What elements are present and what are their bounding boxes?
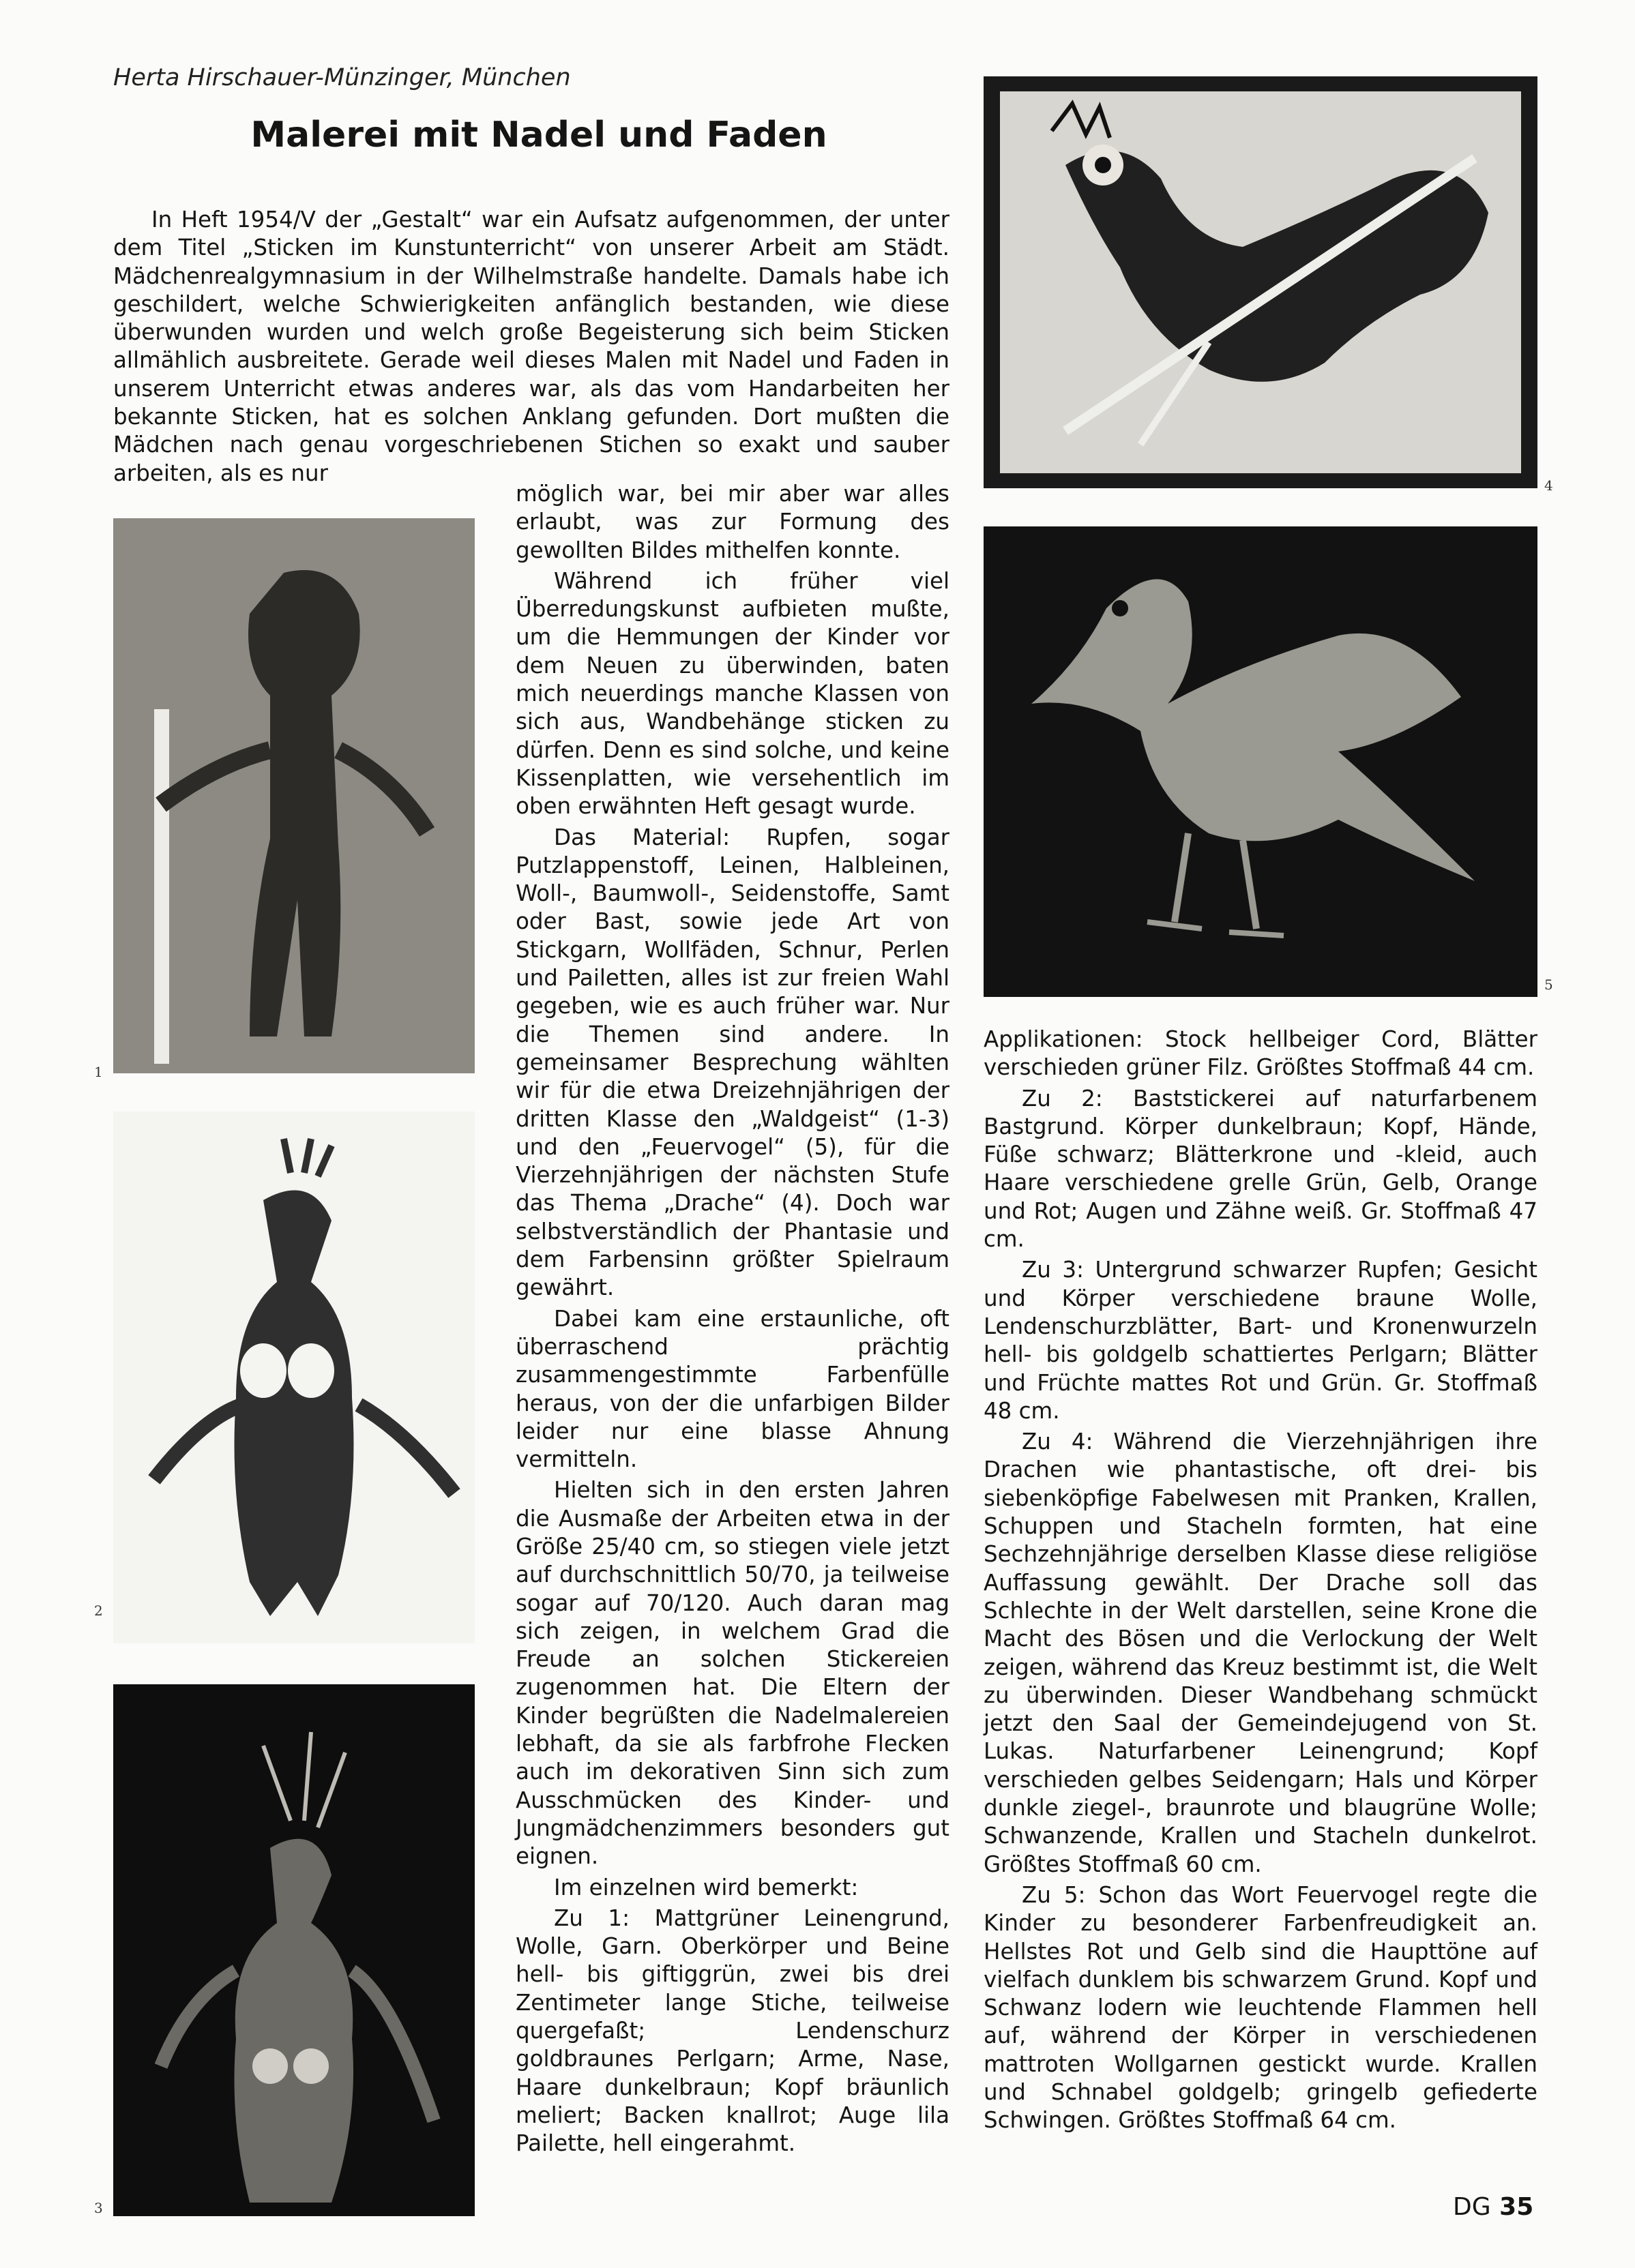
figure-1-number: 1 — [94, 1064, 103, 1080]
figure-5-firebird-image — [984, 526, 1537, 997]
paragraph: Während ich früher viel Überredungskunst aufbieten mußte, um die Hemmungen der Kinder vor dem Neuen zu überwinden, baten mich neuerdings manche Klassen von sich aus, Wandbehänge sticken zu dürfen. Denn es sind solche, und keine Kissenplatten, wie versehentlich im oben erwähnten Heft gesagt wurde. — [516, 567, 949, 820]
figure-2-number: 2 — [94, 1602, 103, 1619]
intro-text: In Heft 1954/V der „Gestalt“ war ein Aufsatz aufgenommen, der unter dem Titel „Sticken im Kunstunterricht“ von unserer Arbeit am Städt. Mädchenrealgymnasium in der Wilhelmstraße handelte. Damals habe ich geschildert, welche Schwierigkeiten anfänglich bestanden, wie diese überwunden wurden und welch große Begeisterung sich beim Sticken allmählich ausbreitete. Gerade weil dieses Malen mit Nadel und Faden in unserem Unterricht etwas anderes war, als das vom Handarbeiten her bekannte Sticken, hat es solchen Anklang gefunden. Dort mußten die Mädchen nach genau vorgeschriebenen Stichen so exakt und sauber arbeiten, als es nur — [113, 207, 949, 486]
paragraph: Zu 1: Mattgrüner Leinengrund, Wolle, Garn. Oberkörper und Beine hell- bis giftiggrün, zwei bis drei Zentimeter lange Stiche, teilweise quergefaßt; Lendenschurz goldbraunes Perlgarn; Arme, Nase, Haare dunkelbraun; Kopf bräunlich meliert; Backen knallrot; Auge lila Pailette, hell eingerahmt. — [516, 1905, 949, 2157]
page-number — [1453, 2193, 1533, 2221]
page-number-value: 35 — [1499, 2193, 1534, 2221]
article-title: Malerei mit Nadel und Faden — [250, 115, 827, 155]
figure-3-waldgeist-image — [113, 1684, 475, 2216]
paragraph: Zu 4: Während die Vierzehnjährigen ihre Drachen wie phantastische, oft drei- bis siebenköpfige Fabelwesen mit Pranken, Krallen, Schuppen und Stacheln formten, hat eine Sechzehnjährige derselben Klasse diese religiöse Auffassung gewählt. Der Drache soll das Schlechte in der Welt darstellen, seine Krone die Macht des Bösen und die Verlockung der Welt zeigen, während das Kreuz bestimmt ist, die Welt zu überwinden. Dieser Wandbehang schmückt jetzt den Saal der Gemeindejugend von St. Lukas. Naturfarbener Leinengrund; Kopf verschieden gelbes Seidengarn; Hals und Körper dunkle ziegel-, braunrote und blaugrüne Wolle; Schwanzende, Krallen und Stacheln dunkelrot. Größtes Stoffmaß 60 cm. — [984, 1429, 1537, 1877]
journal-abbrev: DG — [1453, 2193, 1491, 2221]
paragraph: Hielten sich in den ersten Jahren die Ausmaße der Arbeiten etwa in der Größe 25/40 cm, so stiegen viele jetzt auf durchschnittlich 50/70, ja teilweise sogar auf 70/120. Auch daran mag sich zeigen, in welchem Grad die Freude an solchen Stickereien zugenommen hat. Die Eltern der Kinder begrüßten die Nadelmalereien lebhaft, da sie als farbfrohe Flecken auch im dekorativen Sinn sich zum Ausschmücken des Kinder- und Jungmädchenzimmers besonders gut eignen. — [516, 1477, 949, 1870]
column-middle — [516, 480, 949, 2158]
figure-5-number: 5 — [1544, 976, 1553, 993]
figure-4-number: 4 — [1544, 477, 1553, 494]
figure-3-number: 3 — [94, 2200, 103, 2216]
figure-1-waldgeist-image — [113, 518, 475, 1073]
paragraph: Im einzelnen wird bemerkt: — [554, 1874, 859, 1900]
paragraph: Applikationen: Stock hellbeiger Cord, Blätter verschieden grüner Filz. Größtes Stoffmaß 44 cm. — [984, 1026, 1537, 1081]
author-line: Herta Hirschauer-Münzinger, München — [113, 64, 571, 91]
paragraph: Zu 2: Baststickerei auf naturfarbenem Bastgrund. Körper dunkelbraun; Kopf, Hände, Füße schwarz; Blätterkrone und -kleid, auch Haare verschiedene grelle Grün, Gelb, Orange und Rot; Augen und Zähne weiß. Gr. Stoffmaß 47 cm. — [984, 1085, 1537, 1253]
figure-2-waldgeist-image — [113, 1111, 475, 1643]
paragraph: Zu 5: Schon das Wort Feuervogel regte die Kinder zu besonderer Farbenfreudigkeit an. Hellstes Rot und Gelb sind die Haupttöne auf vielfach dunklem bis schwarzem Grund. Kopf und Schwanz lodern wie leuchtende Flammen hell auf, während der Körper in verschiedenen mattroten Wollgarnen gestickt wurde. Krallen und Schnabel goldgelb; gringelb gefiederte Schwingen. Größtes Stoffmaß 64 cm. — [984, 1881, 1537, 2134]
paragraph: möglich war, bei mir aber war alles erlaubt, was zur Formung des gewollten Bildes mithelfen konnte. — [516, 481, 949, 563]
intro-paragraph — [113, 206, 949, 488]
paragraph: Dabei kam eine erstaunliche, oft überraschend prächtig zusammengestimmte Farbenfülle heraus, von der die unfarbigen Bilder leider nur eine blasse Ahnung vermitteln. — [516, 1305, 949, 1473]
paragraph: Zu 3: Untergrund schwarzer Rupfen; Gesicht und Körper verschiedene braune Wolle, Lendenschurzblätter, Bart- und Kronenwurzeln hell- bis goldgelb schattiertes Perlgarn; Blätter und Früchte mattes Rot und Grün. Gr. Stoffmaß 48 cm. — [984, 1257, 1537, 1424]
column-right — [984, 1026, 1537, 2135]
figure-4-dragon-image — [984, 76, 1537, 488]
paragraph: Das Material: Rupfen, sogar Putzlappenstoff, Leinen, Halbleinen, Woll-, Baumwoll-, Seidenstoffe, Samt oder Bast, sowie jede Art von Stickgarn, Wollfäden, Schnur, Perlen und Pailetten, alles ist zur freien Wahl gegeben, wie es auch früher war. Nur die Themen sind andere. In gemeinsamer Besprechung wählten wir für die etwa Dreizehnjährigen der dritten Klasse den „Waldgeist“ (1-3) und den „Feuervogel“ (5), für die Vierzehnjährigen der nächsten Stufe das Thema „Drache“ (4). Doch war selbstverständlich der Phantasie und dem Farbensinn größter Spielraum gewährt. — [516, 824, 949, 1301]
